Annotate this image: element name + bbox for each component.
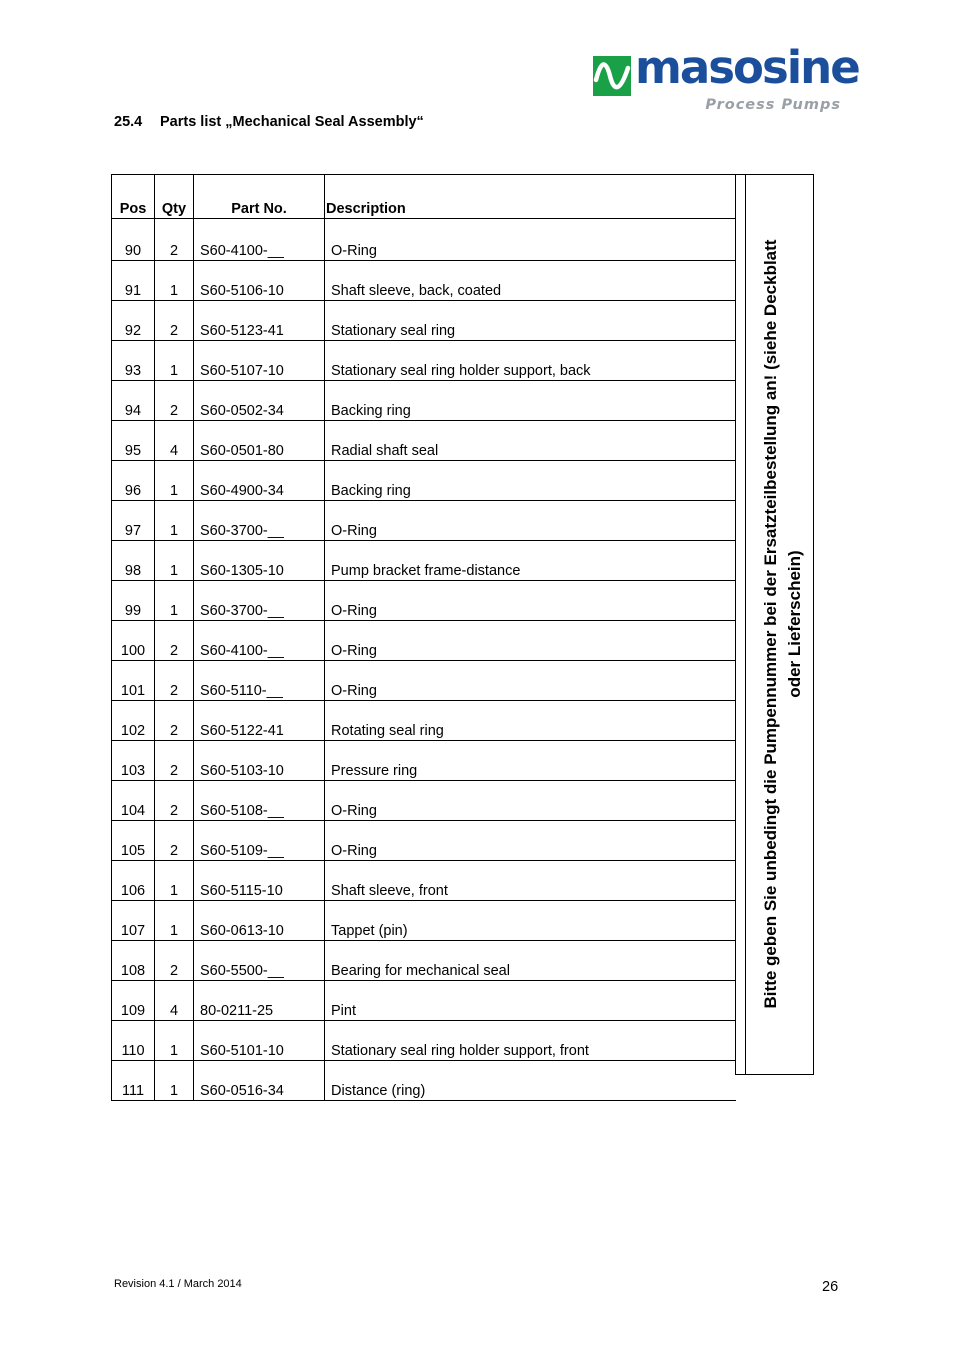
table-row xyxy=(112,501,737,541)
cell-description: Radial shaft seal xyxy=(325,421,737,461)
cell-qty: 1 xyxy=(155,1061,194,1101)
cell-pos: 91 xyxy=(112,261,155,301)
cell-part-no: S60-0613-10 xyxy=(194,901,325,941)
cell-part-no: S60-3700-__ xyxy=(194,501,325,541)
cell-part-no: S60-5101-10 xyxy=(194,1021,325,1061)
cell-part-no: 80-0211-25 xyxy=(194,981,325,1021)
cell-qty: 1 xyxy=(155,541,194,581)
cell-pos: 99 xyxy=(112,581,155,621)
cell-pos: 97 xyxy=(112,501,155,541)
table-row xyxy=(112,901,737,941)
side-note xyxy=(754,175,812,1073)
cell-part-no: S60-5122-41 xyxy=(194,701,325,741)
table-row xyxy=(112,581,737,621)
parts-table-body xyxy=(112,219,737,1101)
cell-part-no: S60-5110-__ xyxy=(194,661,325,701)
logo-wordmark: masosine xyxy=(635,41,859,94)
cell-qty: 1 xyxy=(155,901,194,941)
parts-table xyxy=(111,174,736,1101)
table-row xyxy=(112,621,737,661)
cell-qty: 4 xyxy=(155,981,194,1021)
cell-pos: 96 xyxy=(112,461,155,501)
side-note-line-1: Bitte geben Sie unbedingt die Pumpennummer bei der Ersatzteilbestellung an! (siehe Deckblatt xyxy=(761,239,780,1009)
table-row xyxy=(112,219,737,261)
table-row xyxy=(112,861,737,901)
section-heading xyxy=(114,114,424,130)
cell-part-no: S60-4900-34 xyxy=(194,461,325,501)
cell-part-no: S60-5115-10 xyxy=(194,861,325,901)
cell-qty: 1 xyxy=(155,501,194,541)
cell-qty: 2 xyxy=(155,701,194,741)
cell-description: O-Ring xyxy=(325,621,737,661)
cell-description: O-Ring xyxy=(325,219,737,261)
cell-pos: 94 xyxy=(112,381,155,421)
cell-part-no: S60-5107-10 xyxy=(194,341,325,381)
side-note-line-2: oder Lieferschein) xyxy=(785,550,804,698)
cell-part-no: S60-0501-80 xyxy=(194,421,325,461)
header-pos: Pos xyxy=(112,175,155,219)
table-row xyxy=(112,781,737,821)
cell-part-no: S60-5106-10 xyxy=(194,261,325,301)
cell-description: Shaft sleeve, back, coated xyxy=(325,261,737,301)
cell-description: O-Ring xyxy=(325,581,737,621)
table-header-row xyxy=(112,175,737,219)
section-title: Parts list „Mechanical Seal Assembly“ xyxy=(160,114,424,130)
cell-qty: 2 xyxy=(155,621,194,661)
side-note-text xyxy=(759,184,807,1064)
cell-qty: 2 xyxy=(155,219,194,261)
cell-pos: 98 xyxy=(112,541,155,581)
cell-part-no: S60-5103-10 xyxy=(194,741,325,781)
cell-description: Distance (ring) xyxy=(325,1061,737,1101)
cell-qty: 2 xyxy=(155,661,194,701)
cell-description: Rotating seal ring xyxy=(325,701,737,741)
page-number: 26 xyxy=(822,1279,839,1295)
table-row xyxy=(112,1021,737,1061)
cell-pos: 111 xyxy=(112,1061,155,1101)
footer-revision: Revision 4.1 / March 2014 xyxy=(114,1278,242,1290)
cell-part-no: S60-4100-__ xyxy=(194,219,325,261)
table-row xyxy=(112,741,737,781)
cell-description: Stationary seal ring xyxy=(325,301,737,341)
cell-pos: 108 xyxy=(112,941,155,981)
table-row xyxy=(112,461,737,501)
cell-pos: 93 xyxy=(112,341,155,381)
table-row xyxy=(112,341,737,381)
cell-qty: 1 xyxy=(155,581,194,621)
cell-description: Tappet (pin) xyxy=(325,901,737,941)
cell-description: Shaft sleeve, front xyxy=(325,861,737,901)
wave-icon xyxy=(593,56,631,96)
cell-qty: 2 xyxy=(155,301,194,341)
masosine-logo xyxy=(593,41,859,118)
cell-description: Stationary seal ring holder support, front xyxy=(325,1021,737,1061)
cell-part-no: S60-5500-__ xyxy=(194,941,325,981)
table-row xyxy=(112,821,737,861)
cell-pos: 101 xyxy=(112,661,155,701)
cell-description: Backing ring xyxy=(325,461,737,501)
cell-description: Bearing for mechanical seal xyxy=(325,941,737,981)
cell-pos: 104 xyxy=(112,781,155,821)
header-part-no: Part No. xyxy=(194,175,325,219)
cell-description: O-Ring xyxy=(325,781,737,821)
side-note-box xyxy=(735,174,814,1075)
table-row xyxy=(112,541,737,581)
cell-description: O-Ring xyxy=(325,821,737,861)
table-row xyxy=(112,981,737,1021)
cell-part-no: S60-0516-34 xyxy=(194,1061,325,1101)
cell-part-no: S60-1305-10 xyxy=(194,541,325,581)
cell-pos: 92 xyxy=(112,301,155,341)
cell-qty: 2 xyxy=(155,941,194,981)
cell-qty: 2 xyxy=(155,781,194,821)
cell-part-no: S60-3700-__ xyxy=(194,581,325,621)
cell-part-no: S60-5109-__ xyxy=(194,821,325,861)
header-qty: Qty xyxy=(155,175,194,219)
cell-pos: 102 xyxy=(112,701,155,741)
table-row xyxy=(112,701,737,741)
cell-pos: 106 xyxy=(112,861,155,901)
cell-pos: 90 xyxy=(112,219,155,261)
table-row xyxy=(112,381,737,421)
cell-qty: 2 xyxy=(155,381,194,421)
table-row xyxy=(112,301,737,341)
cell-qty: 1 xyxy=(155,261,194,301)
cell-description: O-Ring xyxy=(325,501,737,541)
table-row xyxy=(112,261,737,301)
cell-description: Pint xyxy=(325,981,737,1021)
cell-pos: 95 xyxy=(112,421,155,461)
cell-pos: 110 xyxy=(112,1021,155,1061)
table-row xyxy=(112,1061,737,1101)
section-number: 25.4 xyxy=(114,114,143,130)
cell-description: Stationary seal ring holder support, back xyxy=(325,341,737,381)
cell-pos: 107 xyxy=(112,901,155,941)
cell-pos: 100 xyxy=(112,621,155,661)
cell-pos: 103 xyxy=(112,741,155,781)
cell-qty: 2 xyxy=(155,821,194,861)
cell-qty: 1 xyxy=(155,341,194,381)
cell-description: Pump bracket frame-distance xyxy=(325,541,737,581)
table-row xyxy=(112,661,737,701)
logo-subtitle: Process Pumps xyxy=(705,97,841,113)
cell-qty: 2 xyxy=(155,741,194,781)
cell-qty: 1 xyxy=(155,861,194,901)
cell-qty: 4 xyxy=(155,421,194,461)
cell-description: O-Ring xyxy=(325,661,737,701)
cell-description: Backing ring xyxy=(325,381,737,421)
cell-qty: 1 xyxy=(155,461,194,501)
table-row xyxy=(112,941,737,981)
cell-pos: 109 xyxy=(112,981,155,1021)
cell-pos: 105 xyxy=(112,821,155,861)
table-row xyxy=(112,421,737,461)
cell-part-no: S60-5123-41 xyxy=(194,301,325,341)
cell-part-no: S60-4100-__ xyxy=(194,621,325,661)
cell-qty: 1 xyxy=(155,1021,194,1061)
cell-description: Pressure ring xyxy=(325,741,737,781)
cell-part-no: S60-5108-__ xyxy=(194,781,325,821)
cell-part-no: S60-0502-34 xyxy=(194,381,325,421)
header-description: Description xyxy=(325,175,737,219)
